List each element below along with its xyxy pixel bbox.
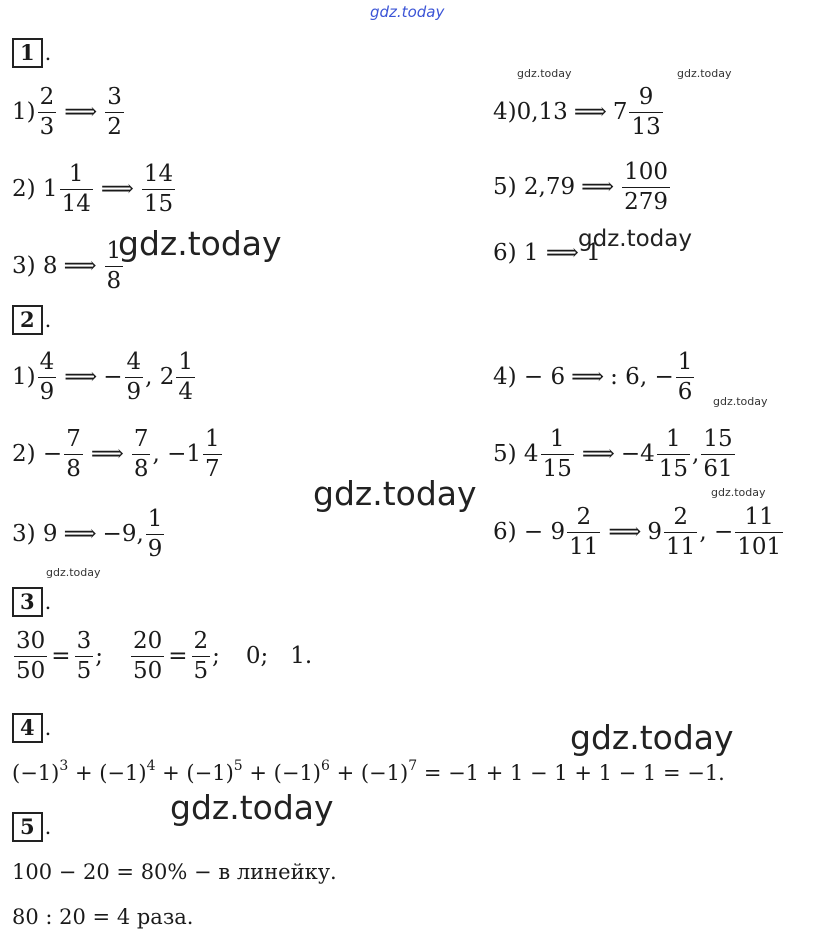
task-number: 1 [12, 38, 43, 68]
task2-item-2: 2) − $\frac{7}{8}$ ⟹ 7 8 , −1 1 7 [12, 426, 220, 482]
watermark-top: gdz.today [370, 3, 445, 21]
fraction: $\frac{1}{6}$ [677, 349, 693, 405]
task2-item-6: 6) − 9 2 11 ⟹ 9 2 11 , − $\frac{11}{101}$ [493, 504, 782, 560]
task2-item-5: 5) 4 1 15 ⟹ −4 1 15 , 15 61 [493, 426, 733, 482]
task2-item-3: 3) 9 ⟹ −9, 1 9 [12, 506, 163, 562]
fraction: 1 15 [542, 426, 572, 482]
task-3-header: 3 . [12, 587, 51, 617]
task5-line-1: 100 − 20 = 80% − в линейку. [12, 860, 337, 884]
fraction: 2 11 [569, 504, 599, 560]
watermark-large: gdz.today [170, 788, 334, 827]
task-1-header: 1 . [12, 38, 51, 68]
task-4-header: 4 . [12, 713, 51, 743]
fraction: $\frac{7}{8}$ [66, 426, 81, 482]
fraction: 100 279 [624, 159, 669, 215]
watermark-small: gdz.today [46, 566, 101, 579]
fraction: 2 11 [666, 504, 696, 560]
task1-item-2: 2) 1 1 14 ⟹ 14 15 [12, 161, 174, 217]
watermark-large: gdz.today [313, 474, 477, 513]
task1-item-1: 1) 2 3 ⟹ 3 2 [12, 84, 122, 140]
fraction: 4 9 [39, 349, 55, 405]
task5-line-2: 80 : 20 = 4 раза. [12, 905, 194, 929]
fraction: $\frac{30}{50}$ [16, 628, 46, 684]
task-number: 2 [12, 305, 43, 335]
fraction: 1 4 [178, 349, 194, 405]
task-number: 4 [12, 713, 43, 743]
task-5-header: 5 . [12, 812, 51, 842]
task-number: 3 [12, 587, 43, 617]
fraction: 1 8 [106, 238, 122, 294]
watermark-large: gdz.today [118, 224, 282, 263]
fraction: 1 9 [147, 506, 163, 562]
fraction: 7 8 [133, 426, 149, 482]
fraction: $\frac{2}{5}$ [193, 628, 209, 684]
fraction: 1 15 [658, 426, 689, 482]
fraction: 1 14 [61, 161, 91, 217]
fraction: 9 13 [631, 84, 661, 140]
task2-item-1: 1) 4 9 ⟹ − $\frac{4}{9}$ , 2 1 4 [12, 349, 194, 405]
task2-item-4: 4) − 6 ⟹ : 6, − $\frac{1}{6}$ [493, 349, 693, 405]
watermark-small: gdz.today [677, 67, 732, 80]
fraction: 3 2 [107, 84, 122, 140]
task4-expression: $(-1)^3 + (-1)^4 + (-1)^5 + (-1)^6 + (-1)^7 = -1 + 1 - 1 + 1 - 1 = -1$. [12, 758, 725, 785]
fraction: $\frac{11}{101}$ [737, 504, 782, 560]
task1-item-6: 6) 1 ⟹ 1 [493, 240, 601, 266]
task-2-header: 2 . [12, 305, 51, 335]
fraction: $\frac{3}{5}$ [76, 628, 92, 684]
task-number: 5 [12, 812, 43, 842]
fraction: 1 7 [205, 426, 220, 482]
watermark-small: gdz.today [711, 486, 766, 499]
watermark-small: gdz.today [517, 67, 572, 80]
task1-item-3: 3) 8 ⟹ 1 8 [12, 238, 122, 294]
task3-expression: $\frac{30}{50}$ = $\frac{3}{5}$ ; $\frac{20}{50}$ = $\frac{2}{5}$ ; 0; 1. [16, 628, 313, 684]
fraction: $\frac{4}{9}$ [126, 349, 142, 405]
task1-item-5: 5) 2,79 ⟹ 100 279 [493, 159, 669, 215]
watermark-small: gdz.today [713, 395, 768, 408]
watermark-medium: gdz.today [578, 226, 692, 252]
fraction: $\frac{20}{50}$ [132, 628, 163, 684]
fraction: 15 61 [703, 426, 733, 482]
task1-item-4: 4)0,13 ⟹ 7 9 13 [493, 84, 661, 140]
fraction: 2 3 [39, 84, 55, 140]
watermark-large: gdz.today [570, 718, 734, 757]
fraction: 14 15 [143, 161, 174, 217]
